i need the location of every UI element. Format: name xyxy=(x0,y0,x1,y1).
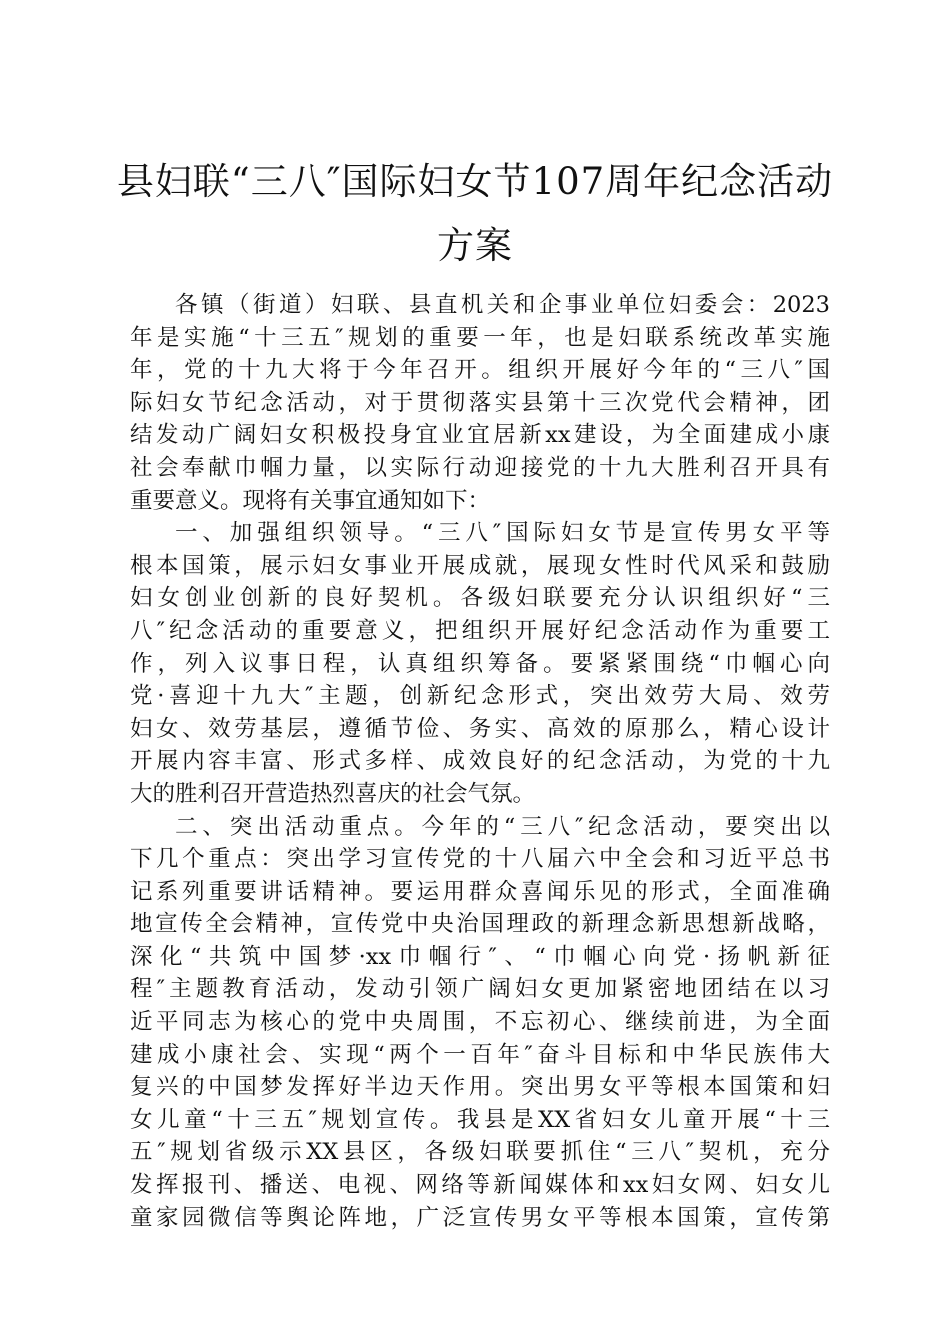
text-line: 二、突出活动重点。今年的“三八″纪念活动，要突出以 xyxy=(175,813,830,840)
text-line: 各镇（街道）妇联、县直机关和企事业单位妇委会：2023 xyxy=(175,292,830,318)
text-line: 五″规划省级示XX县区，各级妇联要抓住“三八″契机，充分 xyxy=(130,1139,830,1166)
text-line: 根本国策，展示妇女事业开展成就，展现女性时代风采和鼓励 xyxy=(130,552,830,579)
text-line: 社会奉献巾帼力量，以实际行动迎接党的十九大胜利召开具有 xyxy=(130,454,830,481)
text-line: 妇女创业创新的良好契机。各级妇联要充分认识组织好“三 xyxy=(130,585,830,612)
text-line: 深化“共筑中国梦·xx巾帼行″、“巾帼心向党·扬帆新征 xyxy=(130,943,830,970)
text-line: 一、加强组织领导。“三八″国际妇女节是宣传男女平等 xyxy=(175,520,830,547)
text-line: 童家园微信等舆论阵地，广泛宣传男女平等根本国策，宣传第 xyxy=(130,1204,830,1231)
text-line: 年，党的十九大将于今年召开。组织开展好今年的“三八″国 xyxy=(130,357,830,384)
text-line: 结发动广阔妇女积极投身宜业宜居新xx建设，为全面建成小康 xyxy=(130,422,830,449)
text-line: 下几个重点：突出学习宣传党的十八届六中全会和习近平总书 xyxy=(130,846,830,873)
text-line: 妇女、效劳基层，遵循节俭、务实、高效的原那么，精心设计 xyxy=(130,715,830,742)
text-line: 大的胜利召开营造热烈喜庆的社会气氛。 xyxy=(130,780,536,807)
text-line: 近平同志为核心的党中央周围，不忘初心、继续前进，为全面 xyxy=(130,1009,830,1036)
title-line-2: 方案 xyxy=(437,224,513,267)
text-line: 女儿童“十三五″规划宣传。我县是XX省妇女儿童开展“十三 xyxy=(130,1106,830,1133)
text-line: 八″纪念活动的重要意义，把组织开展好纪念活动作为重要工 xyxy=(130,617,830,644)
title-line-1: 县妇联“三八″国际妇女节107周年纪念活动 xyxy=(116,160,834,203)
paragraph-intro xyxy=(130,289,830,517)
text-line: 际妇女节纪念活动，对于贯彻落实县第十三次党代会精神，团 xyxy=(130,389,830,416)
text-line: 记系列重要讲话精神。要运用群众喜闻乐见的形式，全面准确 xyxy=(130,878,830,905)
paragraph-section-2 xyxy=(130,811,830,1235)
text-line: 年是实施“十三五″规划的重要一年，也是妇联系统改革实施 xyxy=(130,324,830,351)
text-line: 地宣传全会精神，宣传党中央治国理政的新理念新思想新战略， xyxy=(130,911,830,938)
text-line: 重要意义。现将有关事宜通知如下： xyxy=(130,487,491,514)
text-line: 复兴的中国梦发挥好半边天作用。突出男女平等根本国策和妇 xyxy=(130,1074,830,1101)
text-line: 作，列入议事日程，认真组织筹备。要紧紧围绕“巾帼心向 xyxy=(130,650,830,677)
text-line: 建成小康社会、实现“两个一百年″奋斗目标和中华民族伟大 xyxy=(130,1041,830,1068)
text-line: 程″主题教育活动，发动引领广阔妇女更加紧密地团结在以习 xyxy=(130,976,830,1003)
text-line: 开展内容丰富、形式多样、成效良好的纪念活动，为党的十九 xyxy=(130,748,830,775)
text-line: 发挥报刊、播送、电视、网络等新闻媒体和xx妇女网、妇女儿 xyxy=(130,1172,830,1199)
paragraph-section-1 xyxy=(130,517,830,810)
document-body xyxy=(130,289,830,1234)
document-title xyxy=(100,150,850,278)
text-line: 党·喜迎十九大″主题，创新纪念形式，突出效劳大局、效劳 xyxy=(130,683,830,710)
